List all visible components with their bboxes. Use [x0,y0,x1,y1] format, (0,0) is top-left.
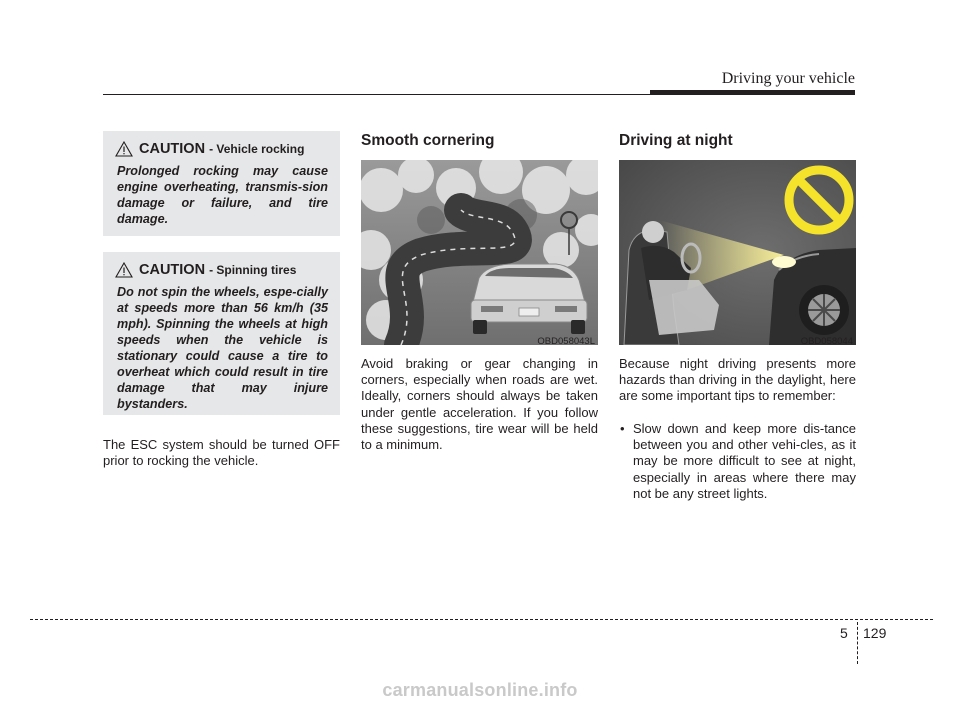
snowy-road-car-image [361,160,598,345]
glare-headlights-image [619,160,856,345]
caution-body: Prolonged rocking may cause engine overheating, transmis-sion damage or failure, and tire damage. [117,164,328,226]
caution-heading [113,262,328,278]
caution-word: CAUTION [139,141,206,157]
warning-triangle-icon [115,141,133,157]
esc-note: The ESC system should be turned OFF prior to rocking the vehicle. [103,437,340,469]
section-heading-driving-at-night: Driving at night [619,132,733,149]
caution-subtitle: - Spinning tires [209,263,297,277]
figure-code: OBD058044 [800,336,853,347]
caution-box-spinning-tires [103,252,340,415]
warning-triangle-icon [115,262,133,278]
night-driving-illustration [619,160,856,345]
night-driving-body: Because night driving presents more hazards than driving in the daylight, here are some important tips to remember: [619,356,856,404]
caution-box-vehicle-rocking [103,131,340,236]
header-rule-accent [650,90,855,95]
caution-subtitle: - Vehicle rocking [209,142,305,156]
caution-body: Do not spin the wheels, espe-cially at speeds more than 56 km/h (35 mph). Spinning the wheels at high speeds when the vehicle is stationary could cause a tire to overheat which could result in tire damage that may injure bystanders. [117,285,328,411]
section-heading-smooth-cornering: Smooth cornering [361,132,495,149]
page-number: 129 [863,625,887,641]
chapter-number: 5 [840,625,848,641]
list-item: • Slow down and keep more dis-tance between you and other vehi-cles, as it may be more difficult to see at night, especially in areas where there may not be any street lights. [619,421,856,502]
caution-word: CAUTION [139,262,206,278]
cornering-illustration [361,160,598,345]
watermark: carmanualsonline.info [382,680,578,700]
caution-heading [113,141,328,157]
night-driving-tips [619,421,856,502]
cornering-body: Avoid braking or gear changing in corners, especially when roads are wet. Ideally, corners should always be taken under gentle acceleration. If you follow these suggestions, tire wear will be held to a minimum. [361,356,598,453]
footer-rule [30,619,933,620]
footer-divider [857,622,858,664]
figure-code: OBD058043L [537,336,595,347]
running-header: Driving your vehicle [721,70,855,87]
